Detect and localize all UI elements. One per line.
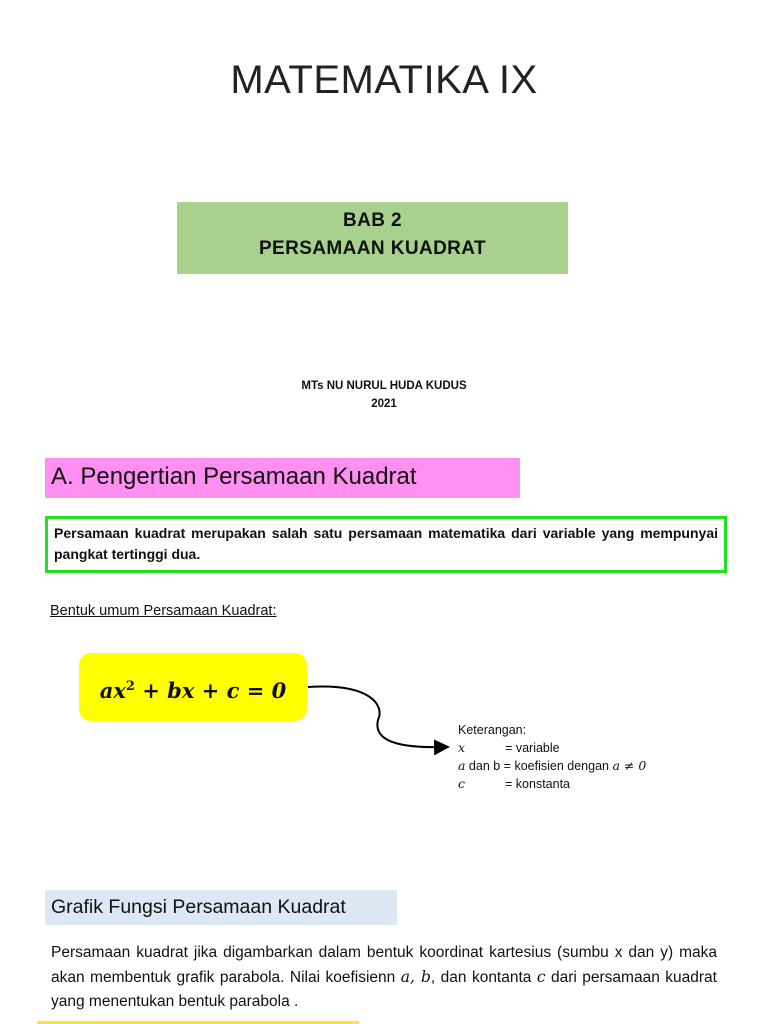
paragraph-variables: a, b [400,968,431,986]
formula-base: ax [99,678,126,703]
keterangan-title: Keterangan: [458,723,527,737]
formula-rest: + bx + c = 0 [134,678,287,703]
keterangan-condition: a ≠ 0 [612,758,647,773]
keterangan-symbol: c [458,776,466,791]
keterangan-symbol: x [458,740,466,755]
keterangan-symbol: a [458,758,466,773]
keterangan-block [458,722,646,793]
keterangan-text: = variable [505,741,560,755]
chapter-box [177,202,568,274]
curved-arrow-icon [300,675,460,765]
keterangan-row-c [458,775,646,793]
keterangan-text: = konstanta [505,777,570,791]
keterangan-text: dan b = koefisien dengan [465,759,613,773]
school-info [0,377,768,413]
definition-box: Persamaan kuadrat merupakan salah satu persamaan matematika dari variable yang mempunyai pangkat tertinggi dua. [45,516,727,573]
paragraph-variable: c [536,968,546,986]
formula-box [79,653,307,721]
paragraph-text: Persamaan kuadrat jika digambarkan dalam bentuk koordinat kartesius (sumbu x dan y) maka akan membentuk grafik parabola. Nilai koefisienn [51,944,717,986]
formula-exponent: 2 [125,679,135,694]
paragraph-text: dari persamaan kuadrat yang menentukan bentuk parabola . [51,969,717,1010]
chapter-title: PERSAMAAN KUADRAT [258,238,487,259]
keterangan-row-a [458,757,646,775]
school-name: MTs NU NURUL HUDA KUDUS [301,380,467,392]
grafik-heading: Grafik Fungsi Persamaan Kuadrat [45,890,397,925]
page-title: MATEMATIKA IX [230,58,538,102]
school-year: 2021 [371,398,397,410]
keterangan-row-x [458,739,646,757]
chapter-number: BAB 2 [342,210,402,231]
grafik-paragraph [51,941,717,1014]
section-a-heading: A. Pengertian Persamaan Kuadrat [45,458,520,498]
paragraph-text: , dan kontanta [430,969,537,986]
general-form-label: Bentuk umum Persamaan Kuadrat: [50,603,277,619]
